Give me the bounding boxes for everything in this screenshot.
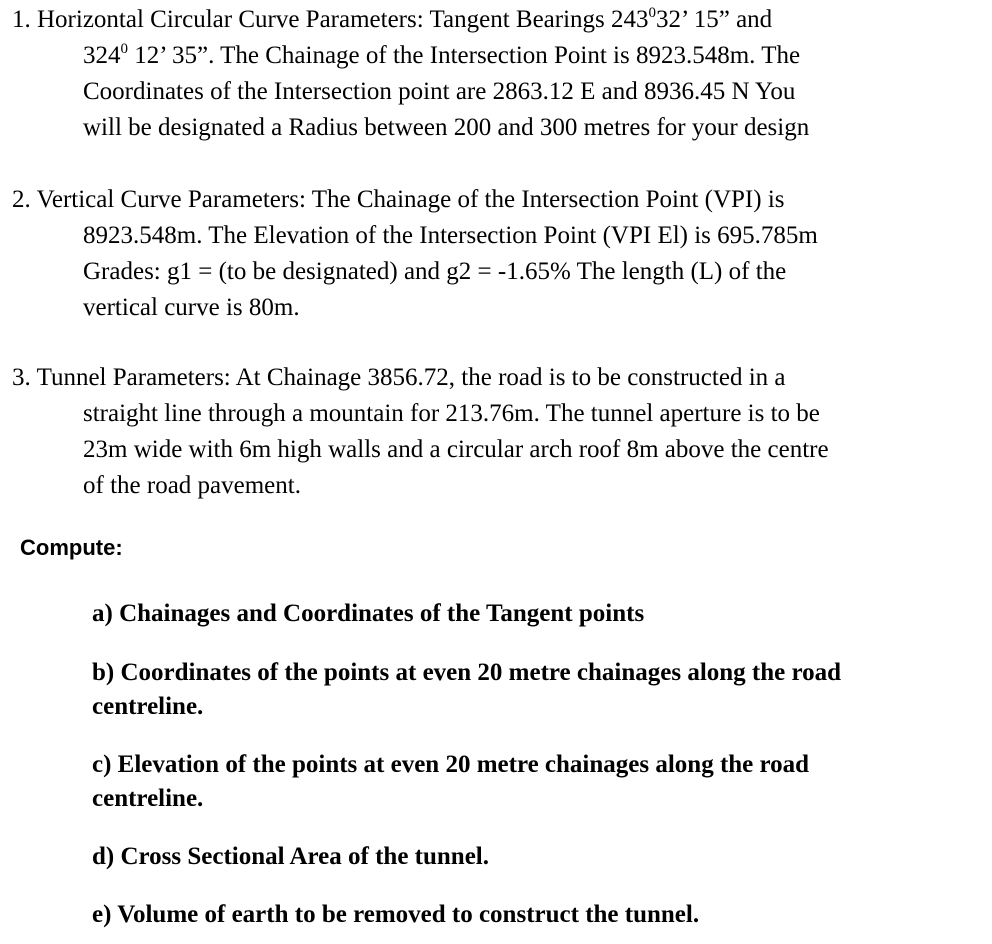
section-1-line-3: Coordinates of the Intersection point are 2863.12 E and 8936.45 N You: [83, 78, 796, 105]
section-3-line-1-text: Tunnel Parameters: At Chainage 3856.72, the road is to be constructed in a: [36, 364, 786, 391]
degree-symbol: 0: [648, 5, 657, 21]
section-2-number: 2.: [12, 186, 31, 213]
task-e-text: e) Volume of earth to be removed to construct the tunnel.: [92, 901, 700, 928]
section-2-line-3: Grades: g1 = (to be designated) and g2 = -1.65% The length (L) of the: [83, 258, 787, 285]
section-3-line-4: of the road pavement.: [83, 472, 301, 499]
task-c: [92, 748, 972, 816]
task-b-line-2: centreline.: [92, 693, 204, 720]
section-1-line-4: will be designated a Radius between 200 and 300 metres for your design: [83, 114, 810, 141]
task-c-line-1: c) Elevation of the points at even 20 metre chainages along the road: [92, 751, 810, 778]
task-a-text: a) Chainages and Coordinates of the Tangent points: [92, 600, 645, 627]
compute-heading: Compute:: [20, 535, 123, 560]
section-2-line-4: vertical curve is 80m.: [83, 294, 300, 321]
section-3-line-1: [12, 360, 972, 396]
section-3-line-3: 23m wide with 6m high walls and a circular arch roof 8m above the centre: [83, 436, 829, 463]
task-d: [92, 840, 972, 874]
task-b-line-1: b) Coordinates of the points at even 20 metre chainages along the road: [92, 659, 842, 686]
task-b: [92, 656, 972, 724]
section-2-line-1: [12, 182, 972, 218]
section-1-bearing-2-rest: 12’ 35”. The Chainage of the Intersection Point is 8923.548m. The: [134, 42, 801, 69]
section-1-bearing-2-text: 324: [83, 42, 121, 69]
task-c-line-2: centreline.: [92, 785, 204, 812]
section-1-bearing-1-rest: 32’ 15” and: [656, 6, 773, 33]
section-2-line-1-text: Vertical Curve Parameters: The Chainage of the Intersection Point (VPI) is: [36, 186, 785, 213]
section-1-line-2: [12, 38, 972, 74]
section-1-horizontal-curve: [12, 2, 972, 146]
degree-symbol: 0: [120, 41, 128, 57]
section-3-tunnel: [12, 360, 972, 504]
section-2-vertical-curve: [12, 182, 972, 326]
section-2-line-2: 8923.548m. The Elevation of the Intersection Point (VPI El) is 695.785m: [83, 222, 818, 249]
task-d-text: d) Cross Sectional Area of the tunnel.: [92, 843, 489, 870]
section-1-line-1: [12, 2, 972, 38]
section-1-bearing-1-text: Tangent Bearings 243: [429, 6, 649, 33]
section-1-number: 1.: [12, 6, 31, 33]
task-a: [92, 597, 972, 631]
section-3-line-2: straight line through a mountain for 213.76m. The tunnel aperture is to be: [83, 400, 820, 427]
task-e: [92, 898, 972, 932]
section-1-heading: Horizontal Circular Curve Parameters:: [37, 6, 424, 33]
section-3-number: 3.: [12, 364, 31, 391]
